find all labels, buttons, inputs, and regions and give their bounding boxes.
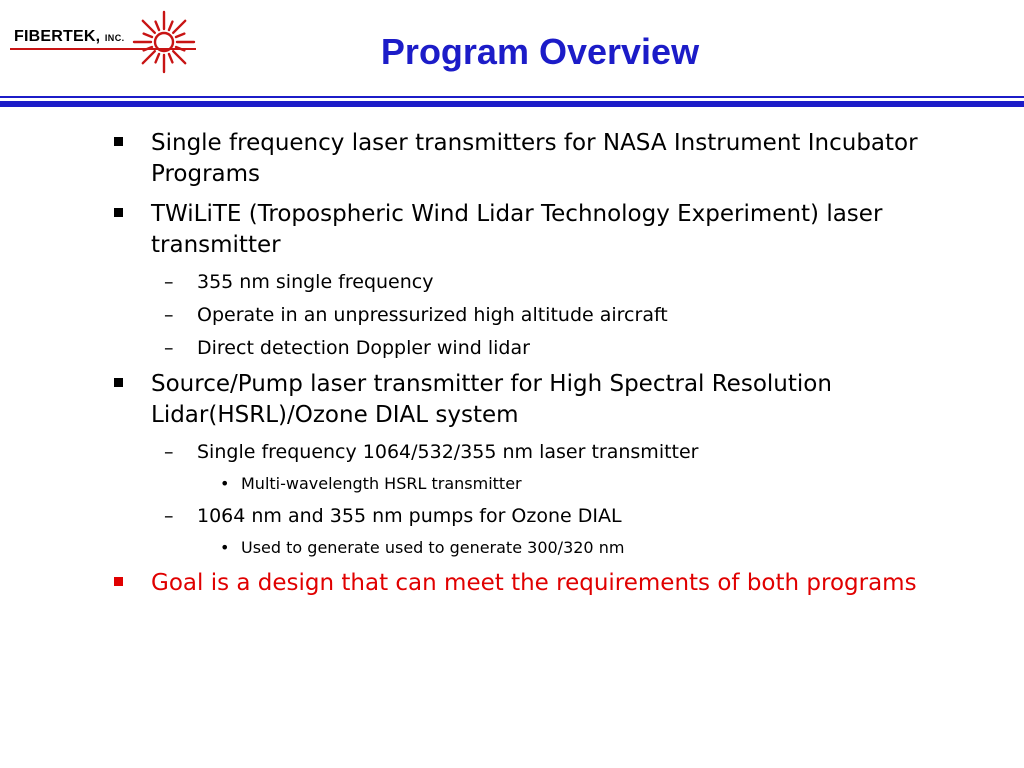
logo-text: [14, 28, 125, 46]
detail-bullet-item: [110, 537, 930, 559]
logo-suffix: INC.: [104, 33, 125, 43]
header-rule-thick: [0, 101, 1024, 107]
sub-bullet-group: [110, 440, 930, 559]
sub-bullet-text: Operate in an unpressurized high altitude aircraft: [197, 304, 668, 326]
dash-marker: –: [164, 337, 174, 359]
starburst-ray: [144, 34, 152, 37]
starburst-ray: [156, 22, 159, 30]
bullet-list: [110, 128, 930, 608]
sub-bullet-text: 355 nm single frequency: [197, 271, 434, 293]
detail-bullet-text: Used to generate used to generate 300/320 nm: [241, 538, 625, 557]
sub-bullet-item: [110, 504, 930, 529]
sub-bullet-text: 1064 nm and 355 nm pumps for Ozone DIAL: [197, 505, 622, 527]
starburst-ray: [173, 51, 185, 63]
dot-marker: •: [220, 474, 230, 493]
dash-marker: –: [164, 505, 174, 527]
bullet-text: Goal is a design that can meet the requirements of both programs: [151, 570, 917, 596]
header-rule-thin: [0, 96, 1024, 98]
starburst-icon: [132, 10, 196, 74]
sub-bullet-item: [110, 303, 930, 328]
dash-marker: –: [164, 304, 174, 326]
sub-bullet-item: [110, 440, 930, 465]
square-bullet-icon: [114, 378, 123, 387]
logo-underline: [10, 48, 196, 50]
sub-bullet-item: [110, 336, 930, 361]
starburst-ray: [173, 21, 185, 33]
starburst-ray: [176, 34, 184, 37]
page-title: Program Overview: [380, 31, 700, 72]
detail-bullet-item: [110, 473, 930, 495]
bullet-text: Source/Pump laser transmitter for High Spectral Resolution Lidar(HSRL)/Ozone DIAL system: [151, 371, 832, 428]
square-bullet-icon: [114, 208, 123, 217]
starburst-ray: [143, 21, 155, 33]
company-logo: [6, 8, 206, 76]
sub-bullet-text: Direct detection Doppler wind lidar: [197, 337, 530, 359]
bullet-item: [110, 568, 930, 599]
dash-marker: –: [164, 441, 174, 463]
dash-marker: –: [164, 271, 174, 293]
detail-bullet-text: Multi-wavelength HSRL transmitter: [241, 474, 522, 493]
sub-bullet-item: [110, 270, 930, 295]
dot-marker: •: [220, 538, 230, 557]
square-bullet-icon: [114, 577, 123, 586]
bullet-item: [110, 369, 930, 431]
bullet-item: [110, 128, 930, 190]
bullet-text: TWiLiTE (Tropospheric Wind Lidar Technology Experiment) laser transmitter: [151, 201, 883, 258]
sub-bullet-group: [110, 270, 930, 361]
bullet-text: Single frequency laser transmitters for NASA Instrument Incubator Programs: [151, 130, 918, 187]
starburst-ray: [169, 22, 172, 30]
bullet-item: [110, 199, 930, 261]
sub-bullet-text: Single frequency 1064/532/355 nm laser transmitter: [197, 441, 699, 463]
starburst-ray: [156, 54, 159, 62]
square-bullet-icon: [114, 137, 123, 146]
logo-name: FIBERTEK,: [14, 28, 101, 45]
starburst-ray: [169, 54, 172, 62]
starburst-ray: [143, 51, 155, 63]
